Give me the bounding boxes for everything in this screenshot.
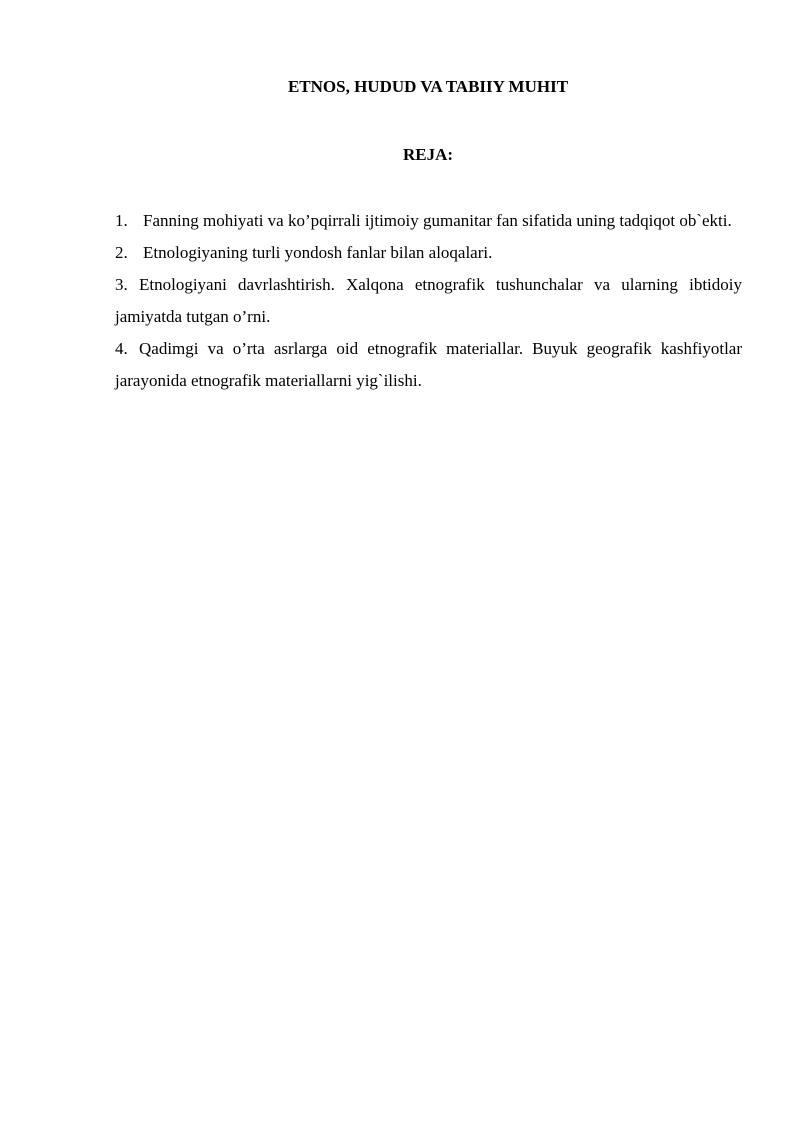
plan-item-3 <box>115 269 742 333</box>
plan-item-4 <box>115 333 742 397</box>
plan-item-text: Fanning mohiyati va ko’pqirrali ijtimoiy gumanitar fan sifatida uning tadqiqot ob`ekti. <box>143 211 732 230</box>
plan-heading: REJA: <box>402 145 454 164</box>
plan-item-1 <box>115 205 742 237</box>
document-title: ETNOS, HUDUD VA TABIIY MUHIT <box>287 77 569 96</box>
plan-item-number: 4. <box>115 339 128 358</box>
plan-item-2 <box>115 237 742 269</box>
plan-item-number: 3. <box>115 275 128 294</box>
plan-list <box>115 205 742 397</box>
plan-item-number: 2. <box>115 243 128 262</box>
plan-item-text: Qadimgi va o’rta asrlarga oid etnografik materiallar. Buyuk geografik kashfiyotlar jarayonida etnografik materiallarni yig`ilishi. <box>115 339 742 390</box>
plan-item-number: 1. <box>115 211 128 230</box>
plan-item-text: Etnologiyani davrlashtirish. Xalqona etnografik tushunchalar va ularning ibtidoiy jamiyatda tutgan o’rni. <box>115 275 742 326</box>
plan-item-text: Etnologiyaning turli yondosh fanlar bilan aloqalari. <box>143 243 493 262</box>
